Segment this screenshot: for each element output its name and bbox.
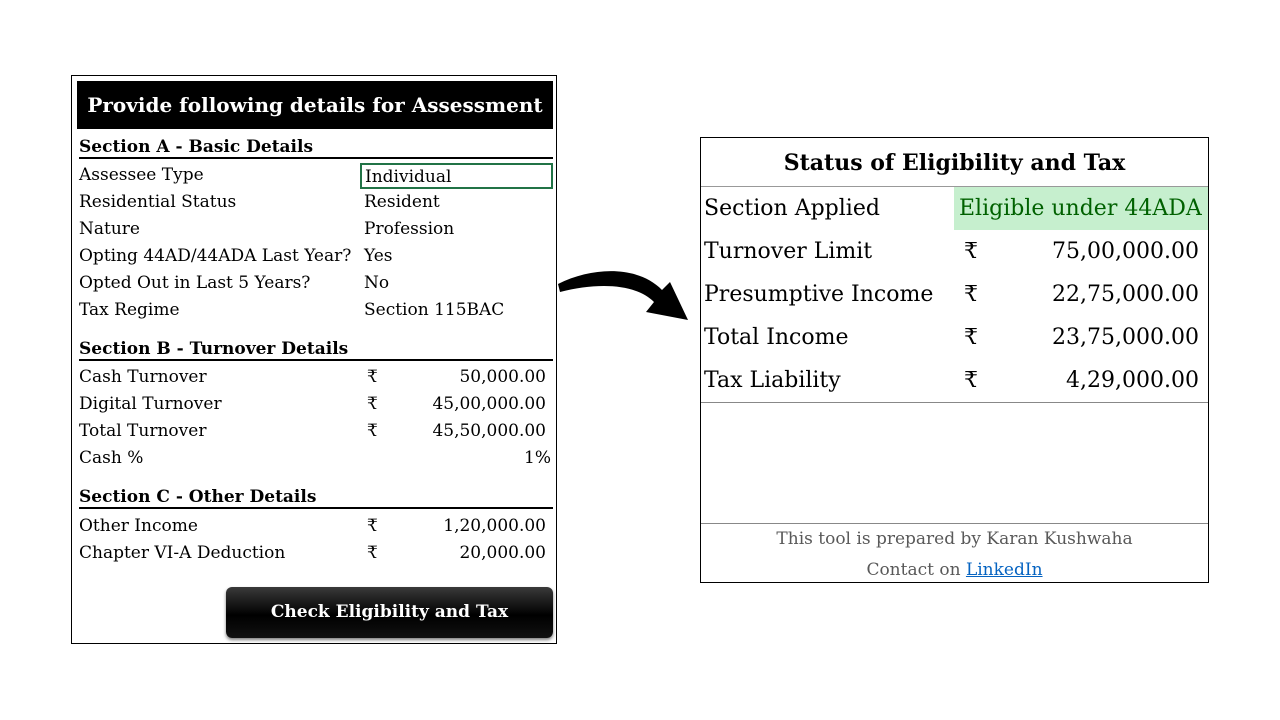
rupee-icon: ₹ (367, 543, 378, 563)
presumptive-income-row (701, 273, 1208, 316)
eligibility-result: Eligible under 44ADA (954, 187, 1208, 230)
opted-out-input[interactable]: No (364, 273, 390, 293)
cash-turnover-label: Cash Turnover (79, 367, 207, 387)
digital-turnover-input[interactable]: 45,00,000.00 (432, 394, 546, 414)
opted-out-label: Opted Out in Last 5 Years? (79, 273, 311, 293)
assessment-form (71, 75, 557, 644)
status-title: Status of Eligibility and Tax (701, 138, 1208, 187)
rupee-icon: ₹ (367, 421, 378, 441)
section-c-title: Section C - Other Details (79, 487, 553, 509)
total-turnover-value: 45,50,000.00 (432, 421, 546, 441)
nature-label: Nature (79, 219, 140, 239)
status-panel (700, 137, 1209, 583)
total-income-value: 23,75,000.00 (1052, 325, 1199, 350)
opting-last-year-row (79, 243, 551, 270)
opting-last-year-input[interactable]: Yes (364, 246, 393, 266)
total-income-row (701, 316, 1208, 359)
tax-regime-input[interactable]: Section 115BAC (364, 300, 505, 320)
assessee-type-input[interactable]: Individual (360, 163, 553, 189)
contact-prefix: Contact on (866, 560, 961, 580)
nature-input[interactable]: Profession (364, 219, 455, 239)
section-applied-label: Section Applied (704, 196, 880, 221)
assessee-type-row (79, 162, 551, 189)
rupee-icon: ₹ (367, 516, 378, 536)
turnover-limit-label: Turnover Limit (704, 239, 873, 264)
divider (701, 523, 1208, 524)
other-income-row (79, 513, 551, 540)
section-applied-row (701, 187, 1208, 230)
deduction-row (79, 540, 551, 567)
prepared-by-text: This tool is prepared by Karan Kushwaha (776, 529, 1133, 549)
digital-turnover-row (79, 391, 551, 418)
section-b-title: Section B - Turnover Details (79, 339, 553, 361)
cash-percent-value: 1% (524, 448, 551, 468)
other-income-input[interactable]: 1,20,000.00 (443, 516, 546, 536)
tax-liability-label: Tax Liability (704, 368, 841, 393)
total-turnover-label: Total Turnover (79, 421, 207, 441)
opting-last-year-label: Opting 44AD/44ADA Last Year? (79, 246, 352, 266)
rupee-icon: ₹ (367, 367, 378, 387)
rupee-icon: ₹ (367, 394, 378, 414)
total-turnover-row (79, 418, 551, 445)
rupee-icon: ₹ (964, 282, 978, 307)
cash-turnover-input[interactable]: 50,000.00 (459, 367, 546, 387)
form-header: Provide following details for Assessment (77, 81, 553, 129)
section-a-title: Section A - Basic Details (79, 137, 553, 159)
residential-status-label: Residential Status (79, 192, 237, 212)
residential-status-row (79, 189, 551, 216)
contact-line (701, 557, 1208, 583)
tax-liability-value: 4,29,000.00 (1066, 368, 1199, 393)
divider (701, 402, 1208, 403)
check-eligibility-button[interactable]: Check Eligibility and Tax (226, 587, 553, 638)
nature-row (79, 216, 551, 243)
opted-out-row (79, 270, 551, 297)
rupee-icon: ₹ (964, 368, 978, 393)
turnover-limit-value: 75,00,000.00 (1052, 239, 1199, 264)
tax-regime-label: Tax Regime (79, 300, 180, 320)
linkedin-link[interactable]: LinkedIn (965, 560, 1043, 580)
cash-turnover-row (79, 364, 551, 391)
other-income-label: Other Income (79, 516, 198, 536)
deduction-label: Chapter VI-A Deduction (79, 543, 286, 563)
cash-percent-row (79, 445, 551, 472)
presumptive-income-label: Presumptive Income (704, 282, 934, 307)
tax-liability-row (701, 359, 1208, 402)
rupee-icon: ₹ (964, 325, 978, 350)
deduction-input[interactable]: 20,000.00 (459, 543, 546, 563)
residential-status-input[interactable]: Resident (364, 192, 440, 212)
presumptive-income-value: 22,75,000.00 (1052, 282, 1199, 307)
rupee-icon: ₹ (964, 239, 978, 264)
total-income-label: Total Income (704, 325, 849, 350)
curved-right-arrow-icon (554, 262, 694, 326)
digital-turnover-label: Digital Turnover (79, 394, 222, 414)
turnover-limit-row (701, 230, 1208, 273)
tax-regime-row (79, 297, 551, 324)
assessee-type-label: Assessee Type (79, 165, 204, 185)
cash-percent-label: Cash % (79, 448, 144, 468)
